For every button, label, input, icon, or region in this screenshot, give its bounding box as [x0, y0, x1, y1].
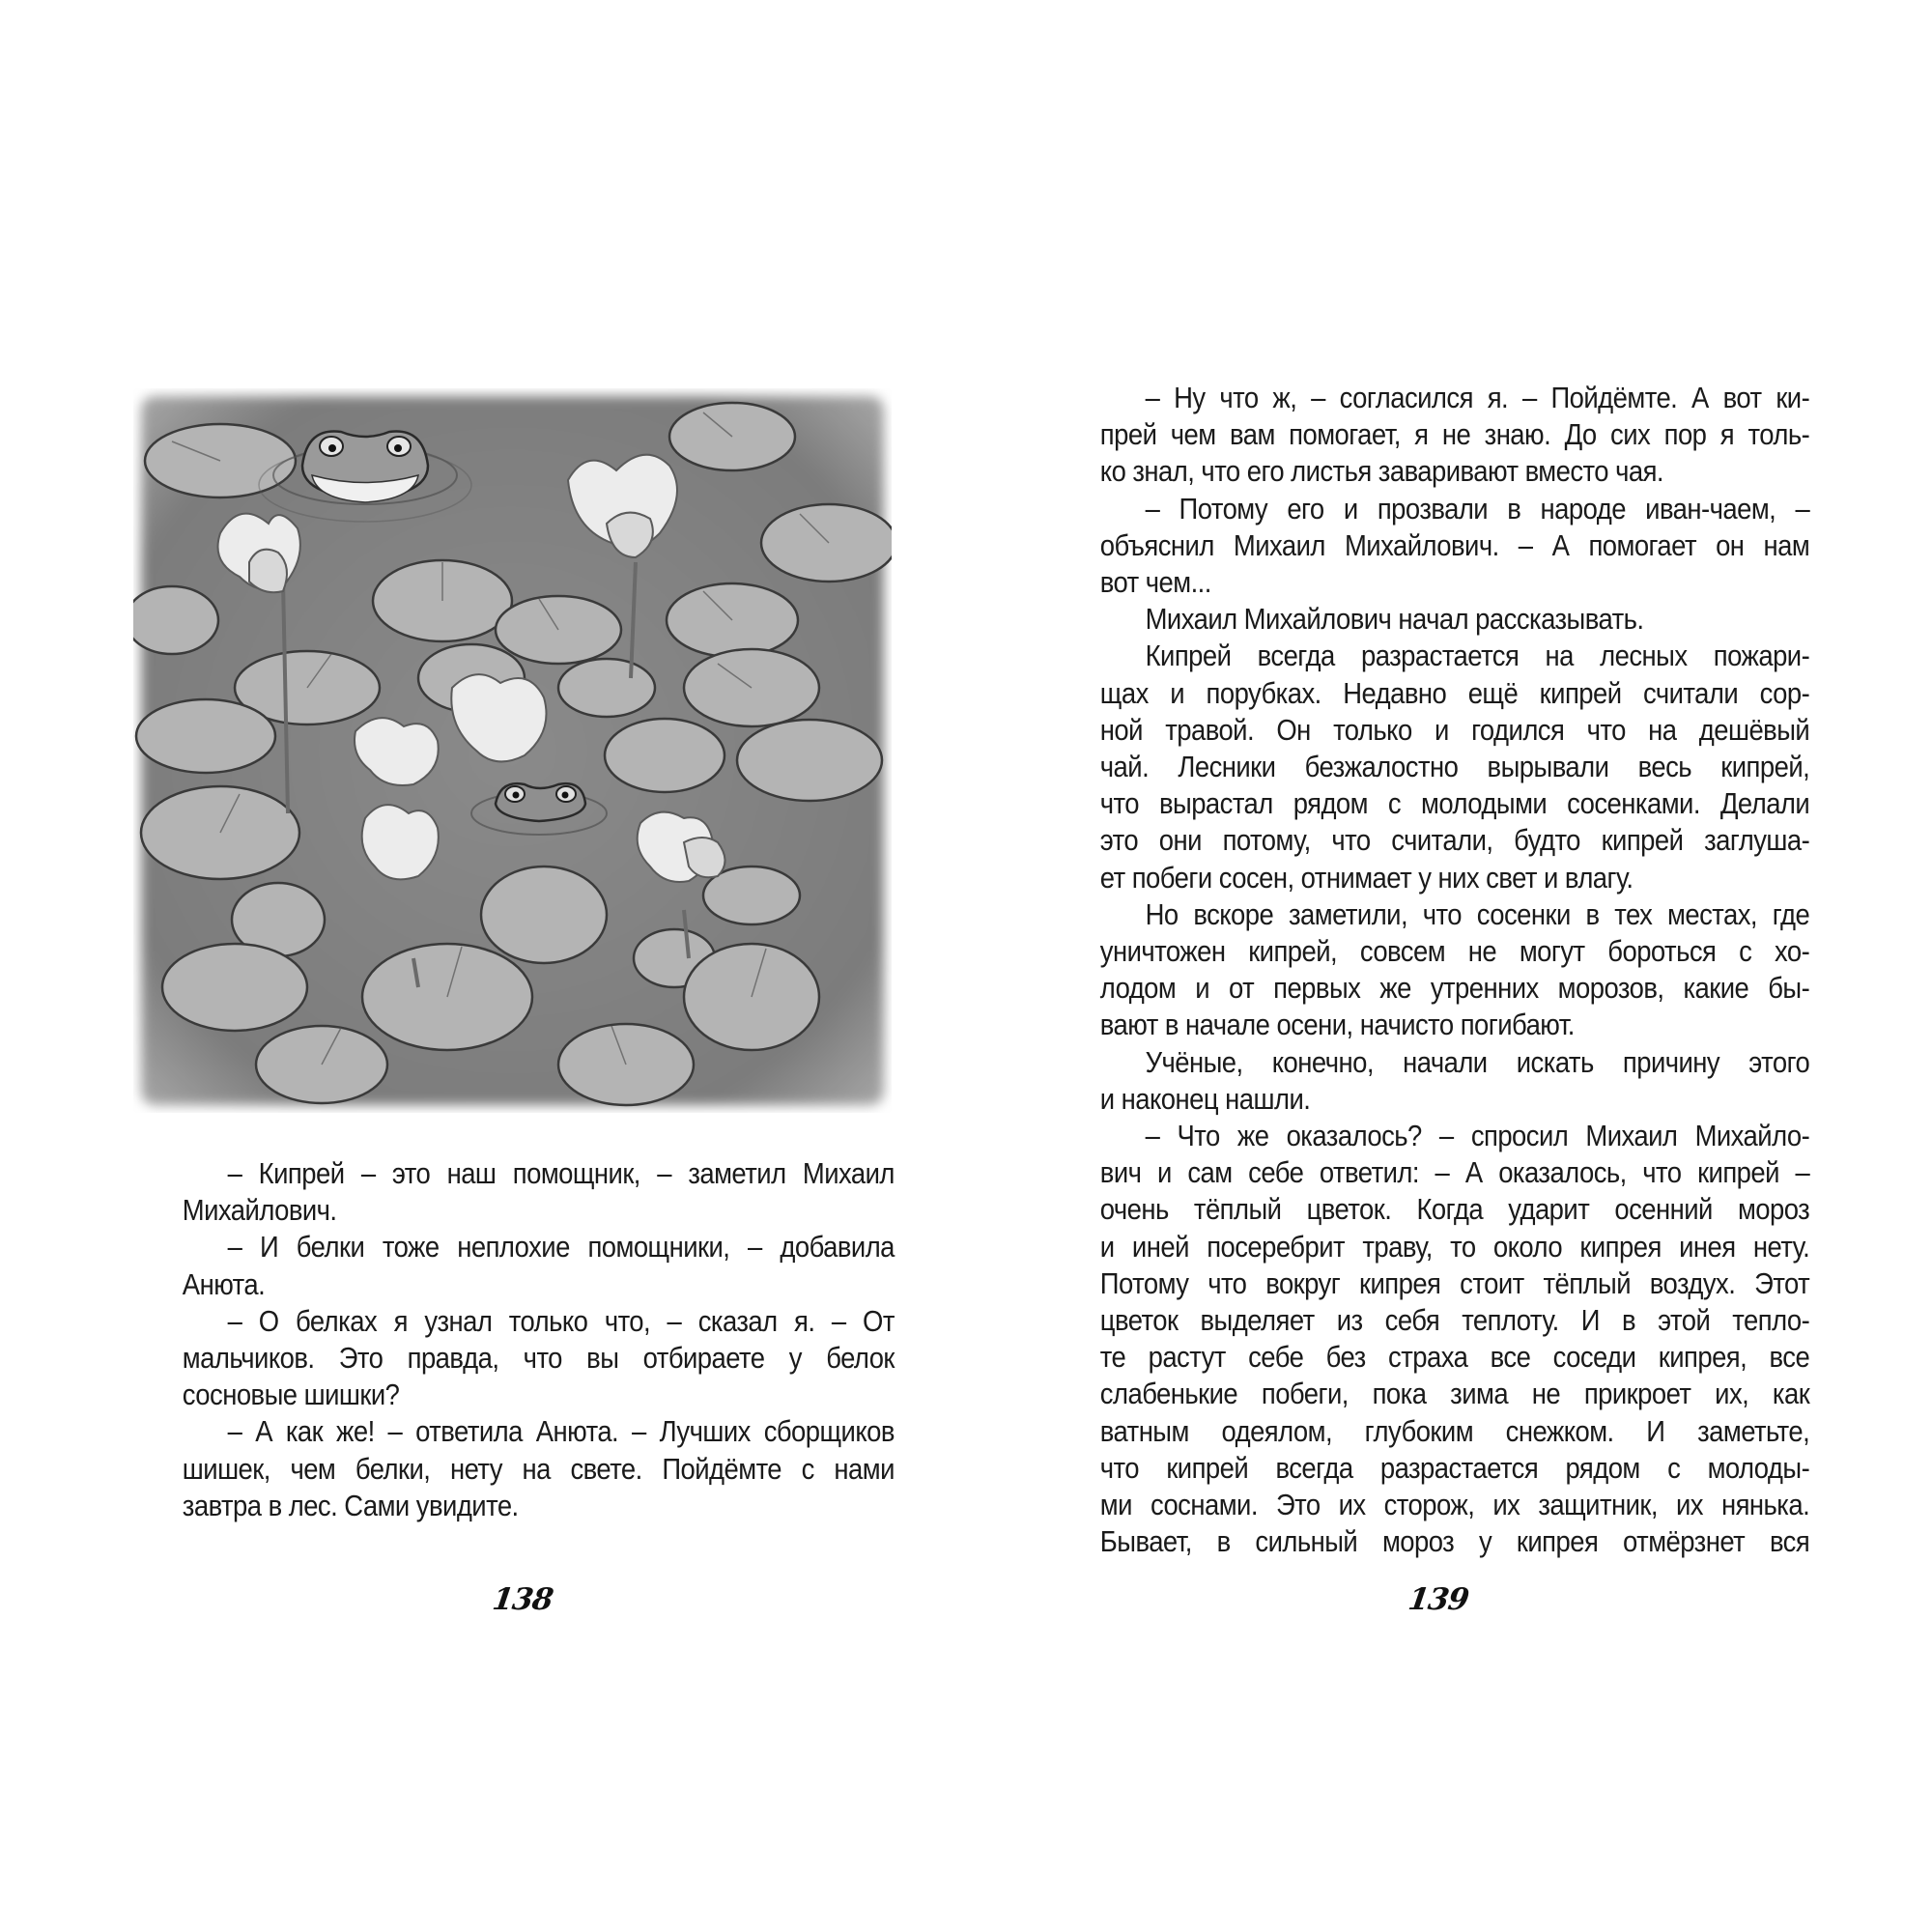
paragraph: [137, 1413, 895, 1524]
text-line: – А как же! – ответила Анюта. – Лучших сборщиков: [227, 1415, 895, 1449]
text-line: ватным одеялом, глубоким снежком. И заметьте,: [1099, 1414, 1810, 1448]
text-line: щах и порубках. Недавно ещё кипрей считали сор-: [1099, 676, 1810, 710]
text-line: что кипрей всегда разрастается рядом с молоды-: [1099, 1451, 1810, 1485]
paragraph: [1055, 380, 1809, 491]
paragraph: [137, 1229, 895, 1302]
right-page-text: [1055, 380, 1809, 1561]
text-line: лодом и от первых же утренних морозов, какие бы-: [1099, 972, 1810, 1006]
text-line: это они потому, что считали, будто кипрей заглуша-: [1099, 824, 1810, 858]
text-line: – Ну что ж, – согласился я. – Пойдёмте. А вот ки-: [1145, 382, 1810, 414]
text-line: шишек, чем белки, нету на свете. Пойдёмте с нами: [182, 1452, 895, 1486]
text-line: цветок выделяет из себя теплоту. И в этой тепло-: [1099, 1304, 1810, 1338]
text-line: что вырастал рядом с молодыми сосенками. Делали: [1099, 787, 1810, 821]
text-line: ко знал, что его листья заваривают вместо чая.: [1099, 455, 1663, 489]
paragraph: [137, 1155, 895, 1229]
left-page-text: [137, 1155, 895, 1524]
text-line: уничтожен кипрей, совсем не могут бороться с хо-: [1099, 935, 1810, 969]
text-line: вот чем...: [1099, 566, 1211, 600]
page-number-right: 139: [1406, 1582, 1471, 1617]
text-line: и иней посеребрит траву, то около кипрея инея нету.: [1099, 1230, 1810, 1264]
text-line: мальчиков. Это правда, что вы отбираете у белок: [182, 1342, 895, 1376]
paragraph: [1055, 1118, 1809, 1560]
text-line: слабенькие побеги, пока зима не прикроет их, как: [1099, 1378, 1810, 1411]
text-line: Михайлович.: [182, 1194, 337, 1228]
text-line: и наконец нашли.: [1099, 1082, 1311, 1116]
paragraph: [1055, 601, 1809, 638]
text-line: Михаил Михайлович начал рассказывать.: [1145, 603, 1644, 637]
text-line: – Что же оказалось? – спросил Михаил Михайло-: [1145, 1120, 1810, 1153]
text-line: – Кипрей – это наш помощник, – заметил Михаил: [227, 1157, 895, 1190]
page-number-left: 138: [490, 1582, 555, 1617]
text-line: Бывает, в сильный мороз у кипрея отмёрзнет вся: [1099, 1525, 1810, 1559]
text-line: – Потому его и прозвали в народе иван-чаем, –: [1145, 492, 1810, 526]
text-line: завтра в лес. Сами увидите.: [182, 1489, 519, 1522]
paragraph: [1055, 896, 1809, 1044]
paragraph: [137, 1303, 895, 1414]
paragraph: [1055, 1044, 1809, 1118]
text-line: вают в начале осени, начисто погибают.: [1099, 1009, 1575, 1042]
text-line: ми соснами. Это их сторож, их защитник, их нянька.: [1099, 1489, 1810, 1522]
text-line: ной травой. Он только и годился что на дешёвый: [1099, 713, 1810, 747]
text-line: ет побеги сосен, отнимает у них свет и влагу.: [1099, 861, 1634, 895]
text-line: вич и сам себе ответил: – А оказалось, что кипрей –: [1099, 1156, 1810, 1190]
pond-illustration: [133, 388, 892, 1113]
text-line: Но вскоре заметили, что сосенки в тех местах, где: [1145, 897, 1810, 931]
text-line: прей чем вам помогает, я не знаю. До сих пор я толь-: [1099, 418, 1810, 452]
text-line: чай. Лесники безжалостно вырывали весь кипрей,: [1099, 751, 1810, 784]
text-line: Кипрей всегда разрастается на лесных пожари-: [1145, 639, 1810, 673]
text-line: Потому что вокруг кипрея стоит тёплый воздух. Этот: [1099, 1266, 1810, 1300]
paragraph: [1055, 638, 1809, 895]
right-page: [966, 0, 1932, 1932]
text-line: сосновые шишки?: [182, 1378, 400, 1412]
text-line: – И белки тоже неплохие помощники, – добавила: [227, 1231, 895, 1264]
paragraph: [1055, 491, 1809, 602]
text-line: очень тёплый цветок. Когда ударит осенний мороз: [1099, 1193, 1810, 1227]
text-line: – О белках я узнал только что, – сказал я. – От: [227, 1304, 895, 1338]
text-line: те растут себе без страха все соседи кипрея, все: [1099, 1341, 1810, 1375]
water-lily-frogs-image: [133, 388, 892, 1113]
text-line: Учёные, конечно, начали искать причину этого: [1145, 1045, 1810, 1079]
text-line: объяснил Михаил Михайлович. – А помогает он нам: [1099, 528, 1810, 562]
text-line: Анюта.: [182, 1267, 266, 1301]
